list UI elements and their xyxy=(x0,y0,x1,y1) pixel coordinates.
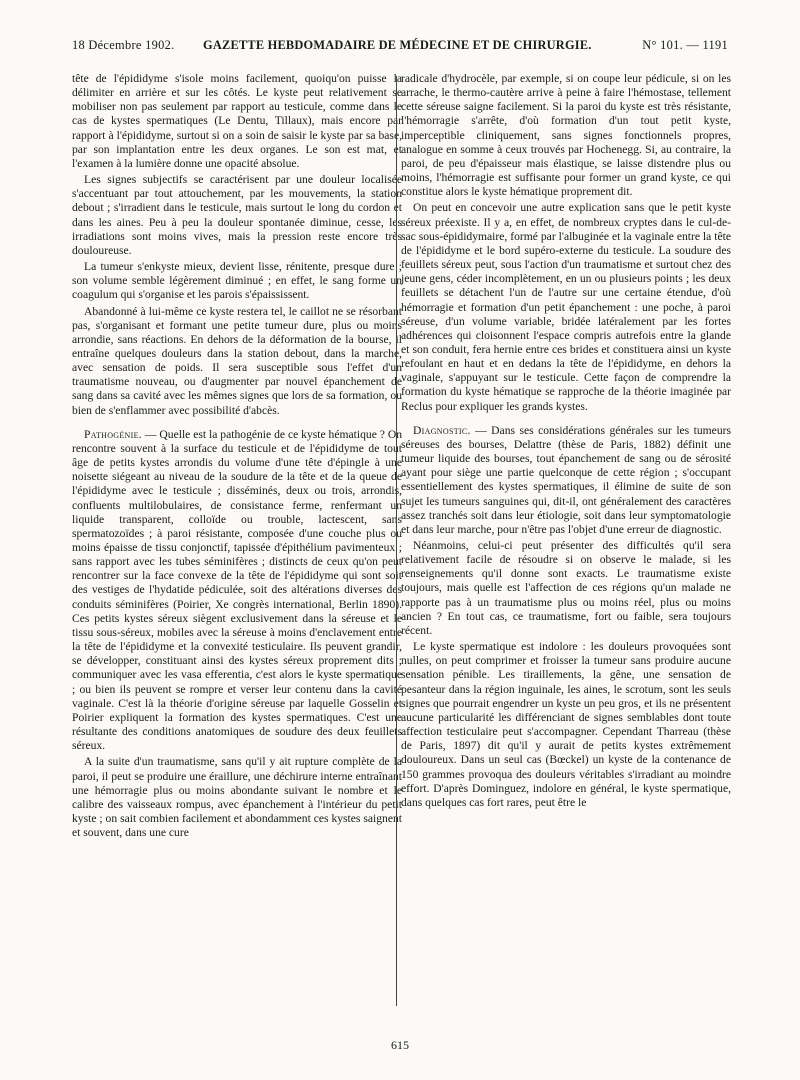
left-paragraph-6: A la suite d'un traumatisme, sans qu'il y ait rupture complète de la paroi, il peut se produire une éraillure, une déchirure interne entraînant une hémorragie plus ou moins abondante suivant le nombre et le calibre des vaisseaux rompus, avec épanchement à l'intérieur du petit kyste ; on sait combien facilement et abondamment ces kystes saignent et souvent, dans une cure xyxy=(72,755,402,840)
right-paragraph-5: Le kyste spermatique est indolore : les douleurs provoquées sont nulles, on peut comprimer et froisser la tumeur sans produire aucune sensation pénible. Les tiraillements, la gêne, une sensation de pesanteur dans la région inguinale, les aines, le scrotum, sont les seuls signes que pourrait engendrer un kyste un peu gros, et ils ne présentent aucune particularité les différenciant de signes semblables dont toute affection testiculaire peut s'accompagner. Cependant Tharreau (thèse de Paris, 1897) dit qu'il y aurait de petits kystes extrêmement douloureux. Dans un seul cas (Bœckel) un kyste de la contenance de 150 grammes provoqua des douleurs véritables s'irradiant au moindre effort. D'après Dominguez, indolore en général, le kyste spermatique, dans quelques cas fort rares, peut être le xyxy=(401,640,731,809)
pathogenie-section xyxy=(72,428,402,754)
header-issue-page-number: N° 101. — 1191 xyxy=(642,38,728,52)
page-folio: 615 xyxy=(391,1038,409,1052)
column-divider xyxy=(396,76,397,1006)
header-date: 18 Décembre 1902. xyxy=(72,38,175,52)
left-paragraph-1: tête de l'épididyme s'isole moins facilement, quoiqu'on puisse la délimiter en arrière et sur les côtés. Le kyste peut relativement se mobiliser non pas seulement par rapport au testicule, comme dans le cas de kystes spermatiques (Le Dentu, Tillaux), mais encore par rapport à l'épididyme, surtout si on a soin de saisir le kyste par sa base, par son implantation entre les deux organes. Le son est mat, et l'examen à la lumière donne une opacité absolue. xyxy=(72,72,402,170)
header-journal-title: GAZETTE HEBDOMADAIRE DE MÉDECINE ET DE CHIRURGIE. xyxy=(203,38,592,52)
pathogenie-text: — Quelle est la pathogénie de ce kyste hématique ? On rencontre souvent à la surface du testicule et de l'épididyme de tout âge de petits kystes arrondis du volume d'une tête d'épingle à une noisette siégeant au niveau de la soudure de la tête et de la queue de l'épididyme avec le testicule ; disséminés, deux ou trois, arrondis, confluents multilobulaires, de consistance ferme, renfermant un liquide transparent, colloïde ou trouble, lactescent, sans spermatozoïdes ; à paroi résistante, composée d'une couche plus ou moins épaisse de tissu conjonctif, tapissée d'épithélium pavimenteux ; sans rapport avec les tubes séminifères ; distincts de ceux qu'on peut rencontrer sur la face convexe de la tête de l'épididyme qui sont soit des vestiges de l'hydatide pédiculée, soit des altérations diverses des conduits séminifères (Poirier, Xe congrès international, Berlin 1890). Ces petits kystes séreux siègent exclusivement dans la séreuse et le tissu sous-séreux, mobiles avec la séreuse à moins d'enclavement entre la tête de l'épididyme et la convexité testiculaire. Ils peuvent grandir, se développer, constituant ainsi des kystes séreux proprement dits ; communiquer avec les vasa efferentia, c'est alors le kyste spermatique ; ou bien ils peuvent se rompre et verser leur contenu dans la cavité vaginale. C'est là la théorie d'origine séreuse par laquelle Gosselin et Poirier expliquent la formation des kystes spermatiques. C'est une résultante des conditions anatomiques de soudure des deux feuillets séreux. xyxy=(72,427,402,753)
right-paragraph-1: radicale d'hydrocèle, par exemple, si on coupe leur pédicule, si on les arrache, le thermo-cautère arrive à peine à faire l'hémostase, tellement cette séreuse saigne facilement. Si la paroi du kyste est très résistante, l'hémorragie s'arrête, d'où formation d'un tout petit kyste, imperceptible cliniquement, sans signes fonctionnels propres, analogue en somme à ceux trouvés par Hochenegg. Si, au contraire, la paroi, de peu d'épaisseur mais élastique, se laisse distendre plus ou moins, l'hémorragie est suffisante pour former un grand kyste, ce qui constitue alors le kyste hématique proprement dit. xyxy=(401,72,731,199)
right-paragraph-4: Néanmoins, celui-ci peut présenter des difficultés qu'il sera relativement facile de résoudre si on observe le malade, si les renseignements qu'il donne sont exacts. Le traumatisme existe toujours, mais quelle est l'affection de ces régions qu'un malade ne rapporte pas à un traumatisme plus ou moins réel, plus ou moins ancien ? En tout cas, ce traumatisme, fort ou faible, sera toujours récent. xyxy=(401,539,731,637)
pathogenie-heading: Pathogénie. xyxy=(84,427,142,441)
right-paragraph-2: On peut en concevoir une autre explication sans que le petit kyste séreux préexiste. Il y a, en effet, de nombreux cryptes dans le cul-de-sac sous-épididymaire, formé par l'albuginée et la vaginale entre la tête de l'épididyme et le bord supéro-externe du testicule. La soudure des feuillets séreux peut, sous l'action d'un traumatisme et surtout chez des jeune gens, céder incomplètement, en un ou plusieurs points ; les deux feuillets se détachent l'un de l'autre sur une certaine étendue, d'où hémorragie et formation d'un petit épanchement : une poche, à paroi séreuse, d'un volume variable, bridée latéralement par les fortes adhérences qui cloisonnent l'espace compris autrefois entre la glande et son conduit, fera hernie entre ces brides et constituera ainsi un kyste refoulant en haut et en dedans la tête de l'épididyme, en dehors la vaginale, s'appuyant sur le testicule. Cette façon de comprendre la formation du kyste hématique se rapproche de la théorie imaginée par Reclus pour expliquer les grands kystes. xyxy=(401,201,731,413)
page-header xyxy=(72,38,728,60)
left-column xyxy=(72,72,402,842)
right-column xyxy=(401,72,731,812)
left-paragraph-2: Les signes subjectifs se caractérisent par une douleur localisée s'accentuant par tout attouchement, par les mouvements, la station debout ; s'irradient dans le testicule, mais surtout le long du cordon et dans les aines. Peu à peu la douleur spontanée diminue, cesse, les irradiations sont moins vives, mais la pression reste encore très douloureuse. xyxy=(72,173,402,257)
diagnostic-section xyxy=(401,424,731,537)
left-paragraph-4: Abandonné à lui-même ce kyste restera tel, le caillot ne se résorbant pas, s'organisant et formant une petite tumeur dure, plus ou moins arrondie, sans réactions. En dehors de la déformation de la bourse, il entraîne quelques douleurs dans la station debout, dans la marche, avec sensation de poids. Il sera susceptible sous l'effet d'un traumatisme nouveau, ou d'augmenter par nouvel épanchement de sang dans sa cavité avec les mêmes signes que lors de sa formation, ou bien de s'enflammer avec possibilité d'abcès. xyxy=(72,304,402,417)
left-paragraph-3: La tumeur s'enkyste mieux, devient lisse, rénitente, presque dure ; son volume semble légèrement diminué ; en effet, le sang forme un coagulum qui s'organise et les parois s'épaississent. xyxy=(72,260,402,302)
diagnostic-heading: Diagnostic. xyxy=(413,423,471,437)
diagnostic-text: — Dans ses considérations générales sur les tumeurs séreuses des bourses, Delattre (thèse de Paris, 1882) définit une tumeur liquide des bourses, tout épanchement de sang ou de sérosité ayant pour siège une partie quelconque de cette région ; s'occupant essentiellement des kystes spermatiques, il élimine de suite de son sujet les tumeurs sanguines qui, dit-il, ont généralement des caractères assez tranchés soit dans leur étiologie, soit dans leur symptomatologie et dans leur marche, pour n'être pas l'objet d'une erreur de diagnostic. xyxy=(401,423,731,536)
